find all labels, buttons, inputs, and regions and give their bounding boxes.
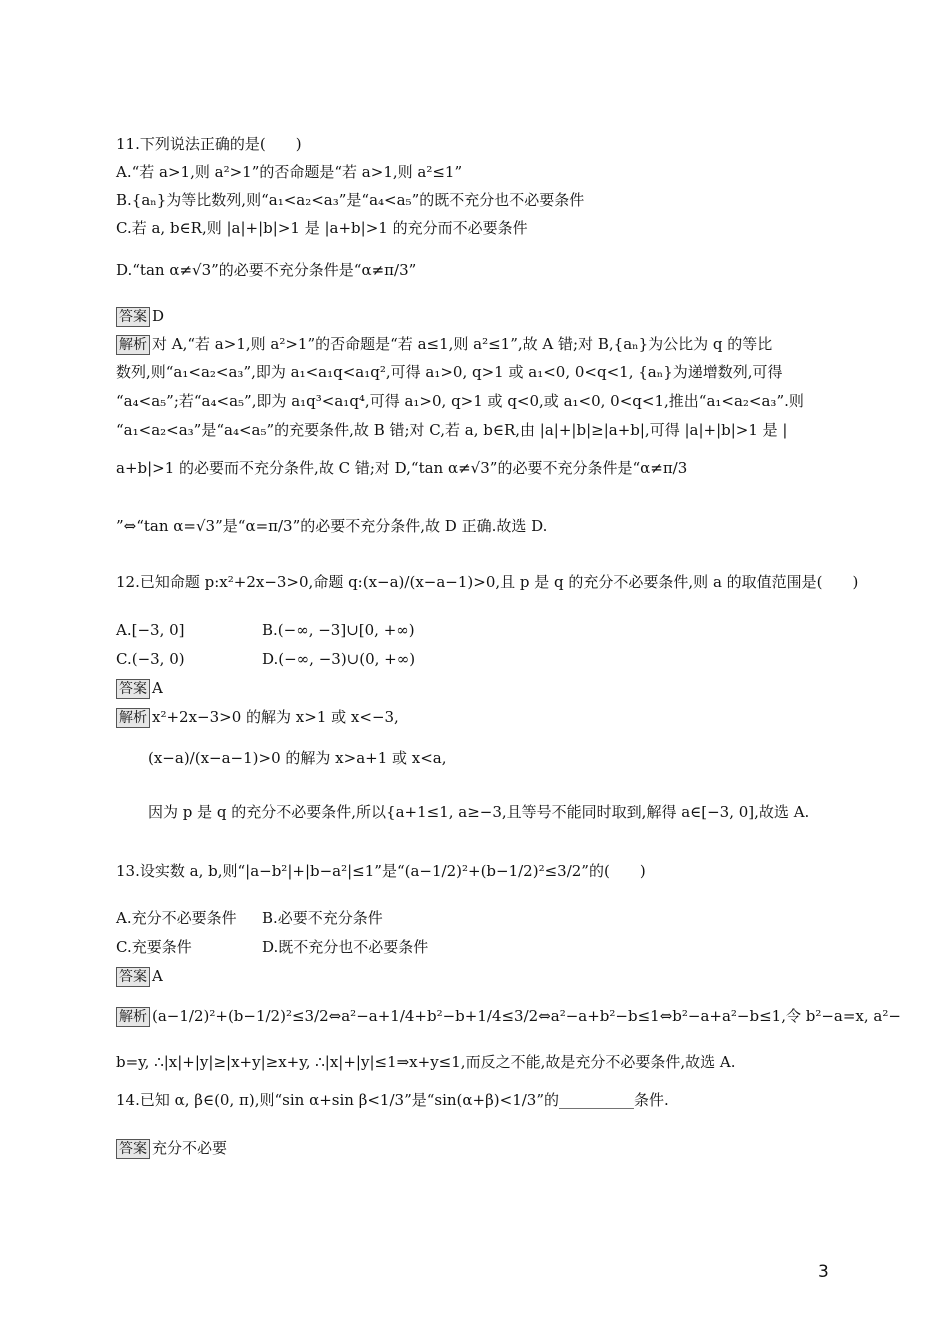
question-13-options-row-2 (116, 933, 838, 961)
question-12-answer-row (116, 674, 838, 702)
analysis-line: x²+2x−3>0 的解为 x>1 或 x<−3, (152, 708, 399, 726)
question-14-stem: 14.已知 α, β∈(0, π),则“sin α+sin β<1/3”是“sin(α+β)<1/3”的__________条件. (116, 1091, 669, 1109)
question-13-answer-row (116, 962, 838, 990)
analysis-tag: 解析 (116, 1007, 150, 1027)
answer-value: 充分不必要 (152, 1139, 228, 1157)
question-12-analysis-row-2: (x−a)/(x−a−1)>0 的解为 x>a+1 或 x<a, (148, 749, 447, 767)
question-12-option-c: C.(−3, 0) (116, 650, 185, 668)
question-11-analysis-row-1 (116, 330, 838, 358)
question-11-answer-row (116, 302, 838, 330)
question-13-option-b: B.必要不充分条件 (262, 909, 383, 927)
question-13-analysis-row-1 (116, 1002, 901, 1030)
answer-tag: 答案 (116, 679, 150, 699)
answer-value: A (152, 967, 163, 985)
analysis-tag: 解析 (116, 708, 150, 728)
analysis-line: (a−1/2)²+(b−1/2)²≤3/2⇔a²−a+1/4+b²−b+1/4≤3/2⇔a²−a+b²−b≤1⇔b²−a+a²−b≤1,令 b²−a=x, a²− (152, 1007, 901, 1025)
answer-tag: 答案 (116, 1139, 150, 1159)
question-11-option-a: A.“若 a>1,则 a²>1”的否命题是“若 a>1,则 a²≤1” (116, 163, 463, 181)
question-12-option-a: A.[−3, 0] (116, 621, 185, 639)
question-11-option-d: D.“tan α≠√3”的必要不充分条件是“α≠π/3” (116, 261, 417, 279)
question-14-answer-row (116, 1134, 838, 1162)
answer-tag: 答案 (116, 967, 150, 987)
analysis-tag: 解析 (116, 335, 150, 355)
question-11-analysis-row-2: 数列,则“a₁<a₂<a₃”,即为 a₁<a₁q<a₁q²,可得 a₁>0, q>1 或 a₁<0, 0<q<1, {aₙ}为递增数列,可得 (116, 363, 783, 381)
question-12-analysis-row-1 (116, 703, 838, 731)
answer-value: D (152, 307, 165, 325)
question-11-option-b: B.{aₙ}为等比数列,则“a₁<a₂<a₃”是“a₄<a₅”的既不充分也不必要条件 (116, 191, 585, 209)
question-13-option-c: C.充要条件 (116, 938, 192, 956)
answer-value: A (152, 679, 163, 697)
question-13-analysis-row-2: b=y, ∴|x|+|y|≥|x+y|≥x+y, ∴|x|+|y|≤1⇒x+y≤1,而反之不能,故是充分不必要条件,故选 A. (116, 1053, 736, 1071)
answer-tag: 答案 (116, 307, 150, 327)
question-12-option-b: B.(−∞, −3]∪[0, +∞) (262, 621, 415, 639)
page-number: 3 (818, 1262, 829, 1282)
question-11-option-c: C.若 a, b∈R,则 |a|+|b|>1 是 |a+b|>1 的充分而不必要条件 (116, 219, 528, 237)
question-12-option-d: D.(−∞, −3)∪(0, +∞) (262, 650, 416, 668)
question-11-stem: 11.下列说法正确的是( ) (116, 135, 302, 153)
question-12-stem: 12.已知命题 p:x²+2x−3>0,命题 q:(x−a)/(x−a−1)>0,且 p 是 q 的充分不必要条件,则 a 的取值范围是( ) (116, 573, 859, 591)
question-11-analysis-row-5: a+b|>1 的必要而不充分条件,故 C 错;对 D,“tan α≠√3”的必要不充分条件是“α≠π/3 (116, 459, 688, 477)
question-12-analysis-row-3: 因为 p 是 q 的充分不必要条件,所以{a+1≤1, a≥−3,且等号不能同时取到,解得 a∈[−3, 0],故选 A. (148, 803, 810, 821)
question-11-analysis-row-3: “a₄<a₅”;若“a₄<a₅”,即为 a₁q³<a₁q⁴,可得 a₁>0, q>1 或 q<0,或 a₁<0, 0<q<1,推出“a₁<a₂<a₃”.则 (116, 392, 804, 410)
analysis-line: 对 A,“若 a>1,则 a²>1”的否命题是“若 a≤1,则 a²≤1”,故 A 错;对 B,{aₙ}为公比为 q 的等比 (152, 335, 773, 353)
question-13-option-d: D.既不充分也不必要条件 (262, 938, 429, 956)
question-13-stem: 13.设实数 a, b,则“|a−b²|+|b−a²|≤1”是“(a−1/2)²+(b−1/2)²≤3/2”的( ) (116, 862, 646, 880)
question-13-options-row-1 (116, 904, 838, 932)
question-11-analysis-row-6: ”⇔“tan α=√3”是“α=π/3”的必要不充分条件,故 D 正确.故选 D. (116, 517, 548, 535)
question-12-options-row-1 (116, 616, 838, 644)
question-12-options-row-2 (116, 645, 838, 673)
question-11-analysis-row-4: “a₁<a₂<a₃”是“a₄<a₅”的充要条件,故 B 错;对 C,若 a, b∈R,由 |a|+|b|≥|a+b|,可得 |a|+|b|>1 是 | (116, 421, 788, 439)
question-13-option-a: A.充分不必要条件 (116, 909, 237, 927)
